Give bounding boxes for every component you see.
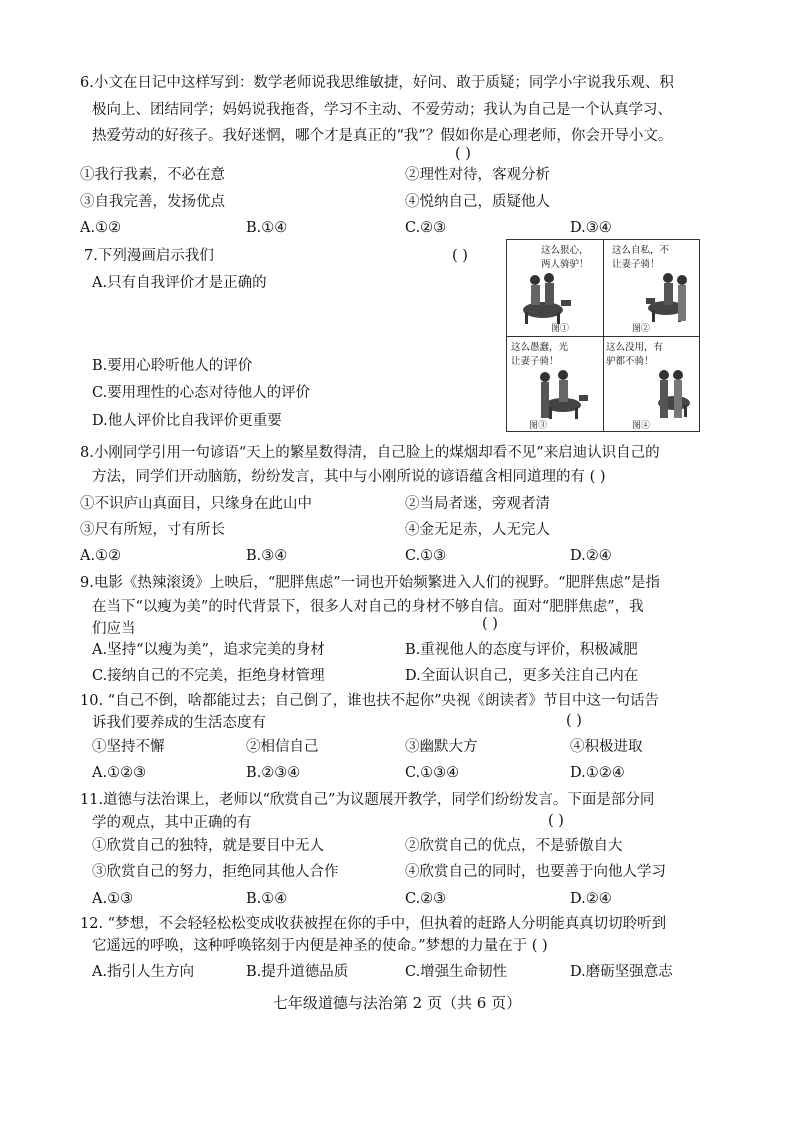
q9-choice-a: A.坚持“以瘦为美”，追求完美的身材	[92, 642, 325, 658]
comic-4-speech-line-2: 驴都不骑！	[606, 356, 654, 367]
q8-choice-d: D.②④	[570, 548, 612, 564]
q10-choice-c: C.①③④	[405, 765, 460, 781]
comic-panel-3	[507, 337, 603, 433]
q12-choice-c: C.增强生命韧性	[405, 964, 508, 980]
q8-option-3: ③尺有所短，寸有所长	[80, 522, 225, 538]
q6-stem-line-3: 热爱劳动的好孩子。我好迷惘，哪个才是真正的“我”？假如你是心理老师，你会开导小文。	[92, 128, 673, 144]
comic-1-speech-line-2: 两人骑驴！	[541, 259, 589, 270]
q11-option-3: ③欣赏自己的努力，拒绝同其他人合作	[92, 864, 339, 880]
q6-option-3: ③自我完善，发扬优点	[80, 194, 225, 210]
q11-answer-paren: ( )	[548, 813, 564, 829]
comic-4-caption: 图④	[632, 421, 651, 431]
q6-choice-a: A.①②	[80, 220, 122, 236]
q11-stem-line-1: 11.道德与法治课上，老师以“欣赏自己”为议题展开教学，同学们纷纷发言。下面是部分同	[80, 792, 655, 808]
q7-choice-a: A.只有自我评价才是正确的	[92, 275, 267, 291]
q7-stem: 7.下列漫画启示我们	[84, 248, 214, 264]
q8-choice-a: A.①②	[80, 548, 122, 564]
q11-option-2: ②欣赏自己的优点，不是骄傲自大	[405, 838, 623, 854]
q7-comic	[506, 239, 700, 432]
q7-choice-c: C.要用理性的心态对待他人的评价	[92, 385, 311, 401]
q6-choice-d: D.③④	[570, 220, 612, 236]
comic-1-donkey-riders-illustration	[507, 260, 603, 326]
q10-choice-b: B.②③④	[246, 765, 301, 781]
q11-option-4: ④欣赏自己的同时，也要善于向他人学习	[405, 864, 666, 880]
q6-option-2: ②理性对待，客观分析	[405, 167, 550, 183]
q10-choice-a: A.①②③	[92, 765, 147, 781]
q6-option-1: ①我行我素，不必在意	[80, 167, 225, 183]
q9-choice-c: C.接纳自己的不完美，拒绝身材管理	[92, 668, 325, 684]
comic-2-caption: 图②	[632, 324, 651, 334]
comic-1-caption: 图①	[551, 324, 570, 334]
page-footer: 七年级道德与法治第 2 页（共 6 页）	[272, 994, 522, 1012]
comic-2-donkey-riders-illustration	[604, 264, 700, 324]
comic-2-speech-line-1: 这么自私，不	[612, 245, 670, 256]
q11-choice-a: A.①③	[92, 891, 134, 907]
comic-3-caption: 图③	[529, 421, 548, 431]
q10-option-4: ④积极进取	[570, 739, 643, 755]
q9-choice-b: B.重视他人的态度与评价，积极减肥	[405, 642, 638, 658]
q9-choice-d: D.全面认识自己，更多关注自己内在	[405, 668, 639, 684]
q9-answer-paren: ( )	[482, 616, 498, 632]
q10-stem-line-1: 10. “自己不倒，啥都能过去；自己倒了，谁也扶不起你”央视《朗读者》节目中这一句话告	[80, 693, 659, 709]
comic-panel-2	[604, 240, 700, 336]
q9-stem-line-3: 们应当	[92, 621, 136, 637]
q10-stem-line-2: 诉我们要养成的生活态度有	[92, 715, 266, 731]
q9-stem-line-2: 在当下“以瘦为美”的时代背景下，很多人对自己的身材不够自信。面对“肥胖焦虑”，我	[92, 599, 644, 615]
q6-stem-line-1: 6.小文在日记中这样写到：数学老师说我思维敏捷，好问、敢于质疑；同学小宇说我乐观、积	[80, 75, 674, 91]
q8-stem-line-2: 方法，同学们开动脑筋，纷纷发言，其中与小刚所说的谚语蕴含相同道理的有 ( )	[92, 469, 606, 485]
q8-option-1: ①不识庐山真面目，只缘身在此山中	[80, 496, 312, 512]
q7-choice-d: D.他人评价比自我评价更重要	[92, 413, 282, 429]
q10-answer-paren: ( )	[566, 713, 582, 729]
q6-option-4: ④悦纳自己，质疑他人	[405, 194, 550, 210]
comic-3-speech-line-2: 让妻子骑！	[511, 356, 559, 367]
comic-3-speech-line-1: 这么愚蠢，光	[511, 342, 569, 353]
comic-panel-1	[507, 240, 603, 336]
q12-choice-b: B.提升道德品质	[246, 964, 349, 980]
q10-option-2: ②相信自己	[246, 739, 319, 755]
comic-1-speech-line-1: 这么狠心，	[541, 245, 589, 256]
q6-choice-c: C.②③	[405, 220, 447, 236]
q8-option-2: ②当局者迷，旁观者清	[405, 496, 550, 512]
q11-choice-b: B.①④	[246, 891, 288, 907]
q10-option-3: ③幽默大方	[405, 739, 478, 755]
q6-choice-b: B.①④	[246, 220, 288, 236]
q8-choice-b: B.③④	[246, 548, 288, 564]
q11-option-1: ①欣赏自己的独特，就是要目中无人	[92, 838, 324, 854]
q12-choice-d: D.磨砺坚强意志	[570, 964, 673, 980]
q12-choice-a: A.指引人生方向	[92, 964, 195, 980]
comic-panel-4	[604, 337, 700, 433]
comic-4-donkey-walkers-illustration	[604, 361, 700, 421]
q11-choice-d: D.②④	[570, 891, 612, 907]
q9-stem-line-1: 9.电影《热辣滚烫》上映后，“肥胖焦虑”一词也开始频繁进入人们的视野。“肥胖焦虑”是指	[80, 575, 660, 591]
q6-answer-paren: ( )	[455, 146, 471, 162]
q11-choice-c: C.②③	[405, 891, 447, 907]
q7-answer-paren: ( )	[452, 248, 468, 264]
q6-stem-line-2: 极向上、团结同学；妈妈说我拖沓，学习不主动、不爱劳动；我认为自己是一个认真学习、	[92, 102, 672, 118]
q8-option-4: ④金无足赤，人无完人	[405, 522, 550, 538]
comic-4-speech-line-1: 这么没用，有	[606, 342, 664, 353]
q7-choice-b: B.要用心聆听他人的评价	[92, 358, 253, 374]
q8-choice-c: C.①③	[405, 548, 447, 564]
q12-stem-line-2: 它遥远的呼唤，这种呼唤铭刻于内便是神圣的使命。”梦想的力量在于 ( )	[92, 938, 548, 954]
comic-2-speech-line-2: 让妻子骑！	[612, 259, 660, 270]
q10-option-1: ①坚持不懈	[92, 739, 165, 755]
comic-3-donkey-riders-illustration	[507, 361, 603, 421]
q8-stem-line-1: 8.小刚同学引用一句谚语“天上的繁星数得清，自己脸上的煤烟却看不见”来启迪认识自己的	[80, 445, 660, 461]
q11-stem-line-2: 学的观点，其中正确的有	[92, 815, 252, 831]
q12-stem-line-1: 12. “梦想，不会轻轻松松变成收获被捏在你的手中，但执着的赶路人分明能真真切切聆听到	[80, 916, 667, 932]
q10-choice-d: D.①②④	[570, 765, 625, 781]
